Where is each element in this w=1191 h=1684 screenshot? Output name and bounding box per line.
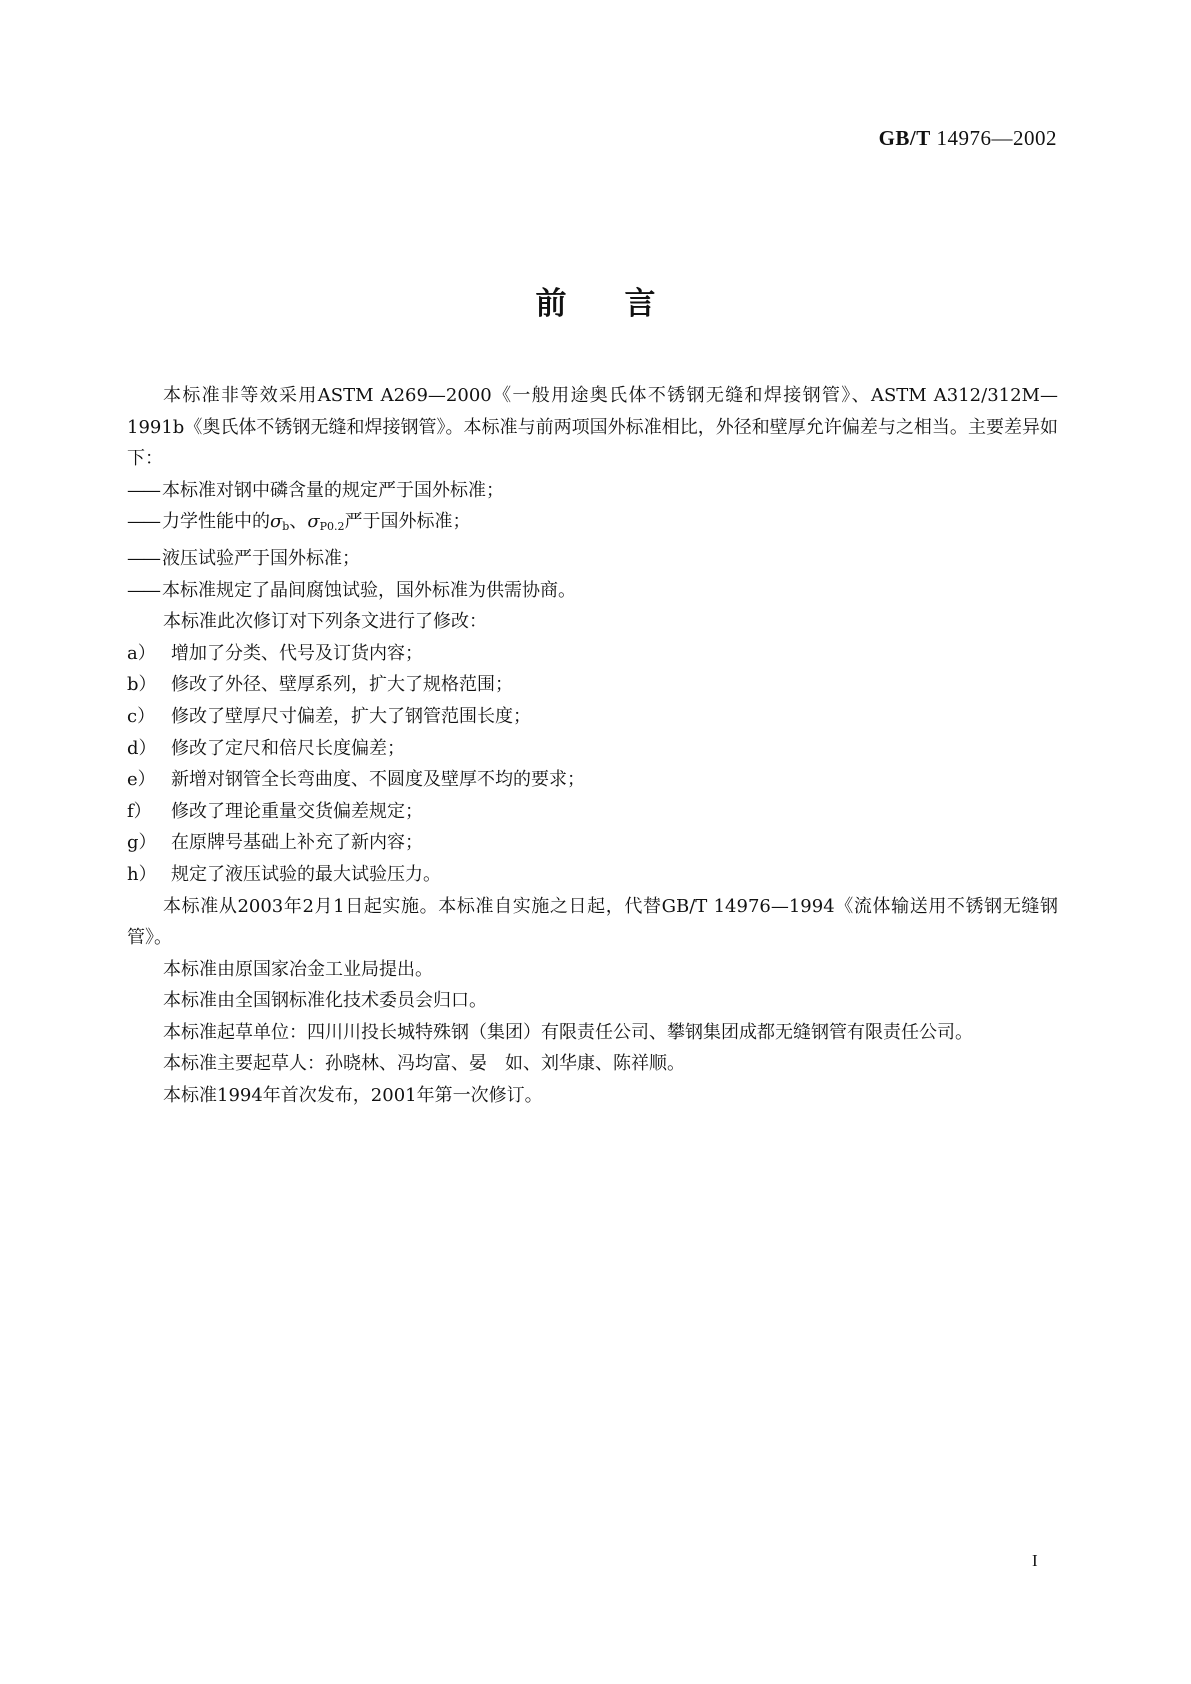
revision-item — [127, 669, 1058, 701]
dash-mark: —— — [127, 511, 159, 533]
revision-label: a） — [127, 642, 156, 664]
page-number: I — [1032, 1551, 1038, 1570]
revision-item — [127, 701, 1058, 733]
difference-item — [127, 475, 1058, 507]
revision-text: 修改了壁厚尺寸偏差，扩大了钢管范围长度； — [171, 705, 531, 727]
revision-item — [127, 827, 1058, 859]
difference-item — [127, 543, 1058, 575]
revision-label: e） — [127, 769, 156, 791]
separator: 、 — [289, 511, 308, 533]
revision-label: h） — [127, 863, 157, 885]
revision-item — [127, 796, 1058, 828]
dash-mark: —— — [127, 579, 159, 601]
revision-text: 新增对钢管全长弯曲度、不圆度及壁厚不均的要求； — [171, 769, 585, 791]
revision-text: 修改了定尺和倍尺长度偏差； — [171, 737, 405, 759]
subscript-b: b — [282, 520, 290, 534]
revision-label: d） — [127, 737, 157, 759]
dash-mark: —— — [127, 479, 159, 501]
proposer-paragraph: 本标准由原国家冶金工业局提出。 — [163, 958, 433, 980]
revision-text: 修改了理论重量交货偏差规定； — [171, 800, 423, 822]
drafters-paragraph: 本标准主要起草人：孙晓林、冯均富、晏 如、刘华康、陈祥顺。 — [163, 1053, 685, 1075]
revision-label: b） — [127, 674, 157, 696]
history-paragraph: 本标准1994年首次发布，2001年第一次修订。 — [163, 1085, 543, 1107]
difference-text: 本标准对钢中磷含量的规定严于国外标准； — [162, 479, 504, 501]
revision-item — [127, 859, 1058, 891]
committee-paragraph: 本标准由全国钢标准化技术委员会归口。 — [163, 990, 487, 1012]
sigma-symbol: σ — [270, 511, 283, 533]
dash-mark: —— — [127, 547, 159, 569]
drafting-units-paragraph: 本标准起草单位：四川川投长城特殊钢（集团）有限责任公司、攀钢集团成都无缝钢管有限责任公司。 — [163, 1021, 973, 1043]
revision-item — [127, 764, 1058, 796]
difference-text: 液压试验严于国外标准； — [162, 547, 360, 569]
difference-text-after: 严于国外标准； — [344, 511, 471, 533]
difference-text: 本标准规定了晶间腐蚀试验，国外标准为供需协商。 — [162, 579, 576, 601]
document-body — [127, 380, 1058, 1112]
revision-text: 修改了外径、壁厚系列，扩大了规格范围； — [171, 674, 513, 696]
code-number: 14976—2002 — [936, 126, 1057, 150]
revision-item — [127, 638, 1058, 670]
revision-label: f） — [127, 800, 152, 822]
page-title: 前言 — [535, 286, 714, 322]
revision-intro: 本标准此次修订对下列条文进行了修改： — [163, 611, 487, 633]
revision-text: 在原牌号基础上补充了新内容； — [171, 832, 423, 854]
revision-label: g） — [127, 832, 157, 854]
document-code — [879, 126, 1057, 151]
difference-item — [127, 575, 1058, 607]
difference-item — [127, 506, 1058, 543]
implementation-paragraph: 本标准从2003年2月1日起实施。本标准自实施之日起，代替GB/T 14976—1994《流体输送用不锈钢无缝钢管》。 — [127, 895, 1058, 949]
difference-text-before: 力学性能中的 — [162, 511, 270, 533]
intro-paragraph: 本标准非等效采用ASTM A269—2000《一般用途奥氏体不锈钢无缝和焊接钢管》、ASTM A312/312M—1991b《奥氏体不锈钢无缝和焊接钢管》。本标准与前两项国外标准相比，外径和壁厚允许偏差与之相当。主要差异如下： — [127, 385, 1058, 470]
code-prefix: GB/T — [878, 126, 931, 150]
subscript-p02: P0.2 — [319, 520, 345, 534]
revision-item — [127, 733, 1058, 765]
revision-label: c） — [127, 705, 156, 727]
revision-text: 规定了液压试验的最大试验压力。 — [171, 863, 441, 885]
sigma-symbol: σ — [307, 511, 320, 533]
revision-text: 增加了分类、代号及订货内容； — [171, 642, 423, 664]
